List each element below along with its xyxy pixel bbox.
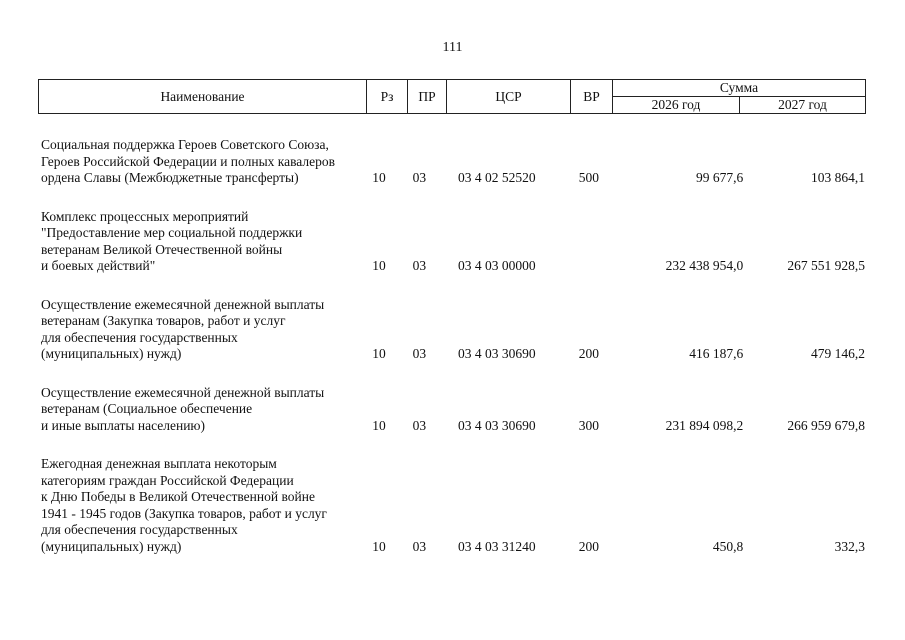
row-pr: 03 xyxy=(412,538,427,554)
row-rz: 10 xyxy=(372,417,386,433)
header-csr: ЦСР xyxy=(447,80,571,114)
row-sum-2027: 479 146,2 xyxy=(811,346,865,361)
row-sum-2026: 99 677,6 xyxy=(696,170,744,185)
row-sum-2027: 103 864,1 xyxy=(811,170,865,185)
row-pr: 03 xyxy=(412,170,427,185)
row-sum-2026: 231 894 098,2 xyxy=(665,417,744,433)
row-csr: 03 4 03 31240 xyxy=(458,538,536,554)
row-name: Осуществление ежемесячной денежной выплаты ветеранам (Социальное обеспечение и иные выплаты населению) xyxy=(41,384,325,433)
row-pr: 03 xyxy=(412,258,427,273)
table-row xyxy=(38,385,865,435)
header-pr: ПР xyxy=(408,80,447,114)
row-csr: 03 4 03 00000 xyxy=(458,258,536,273)
row-vr: 500 xyxy=(578,170,599,185)
table-row xyxy=(38,456,865,555)
row-vr: 200 xyxy=(578,346,599,361)
table-body xyxy=(38,137,865,577)
header-year-2026: 2026 год xyxy=(613,97,740,114)
row-rz: 10 xyxy=(372,258,386,273)
header-vr: ВР xyxy=(571,80,613,114)
header-name: Наименование xyxy=(39,80,367,114)
row-pr: 03 xyxy=(412,346,427,361)
row-name: Социальная поддержка Героев Советского Союза, Героев Российской Федерации и полных кавалеров ордена Славы (Межбюджетные трансферты) xyxy=(41,137,336,185)
row-vr: 200 xyxy=(578,538,599,554)
row-rz: 10 xyxy=(372,346,386,361)
row-sum-2026: 416 187,6 xyxy=(689,346,744,361)
row-csr: 03 4 03 30690 xyxy=(458,417,536,433)
row-vr: 300 xyxy=(578,417,599,433)
row-rz: 10 xyxy=(372,538,386,554)
row-sum-2026: 450,8 xyxy=(712,538,744,554)
row-sum-2027: 267 551 928,5 xyxy=(787,258,865,273)
row-pr: 03 xyxy=(412,417,427,433)
header-sum: Сумма xyxy=(613,80,866,97)
row-sum-2026: 232 438 954,0 xyxy=(665,258,744,273)
row-csr: 03 4 02 52520 xyxy=(458,170,536,185)
row-csr: 03 4 03 30690 xyxy=(458,346,536,361)
row-sum-2027: 332,3 xyxy=(834,538,865,554)
row-name: Осуществление ежемесячной денежной выплаты ветеранам (Закупка товаров, работ и услуг для обеспечения государственных (муниципальных) нужд) xyxy=(41,296,325,361)
row-name: Комплекс процессных мероприятий "Предоставление мер социальной поддержки ветеранам Великой Отечественной войны и боевых действий" xyxy=(41,208,303,273)
row-sum-2027: 266 959 679,8 xyxy=(787,417,865,433)
row-rz: 10 xyxy=(372,170,386,185)
header-year-2027: 2027 год xyxy=(740,97,866,114)
table-row xyxy=(38,209,865,275)
table-row xyxy=(38,137,865,187)
table-row xyxy=(38,297,865,363)
row-name: Ежегодная денежная выплата некоторым категориям граждан Российской Федерации к Дню Победы в Великой Отечественной войне 1941 - 1945 годов (Закупка товаров, работ и услуг для обеспечения государственных (муниципальных) нужд) xyxy=(41,456,327,554)
header-rz: Рз xyxy=(367,80,408,114)
table-header xyxy=(38,79,866,114)
page-number: 111 xyxy=(442,40,463,55)
